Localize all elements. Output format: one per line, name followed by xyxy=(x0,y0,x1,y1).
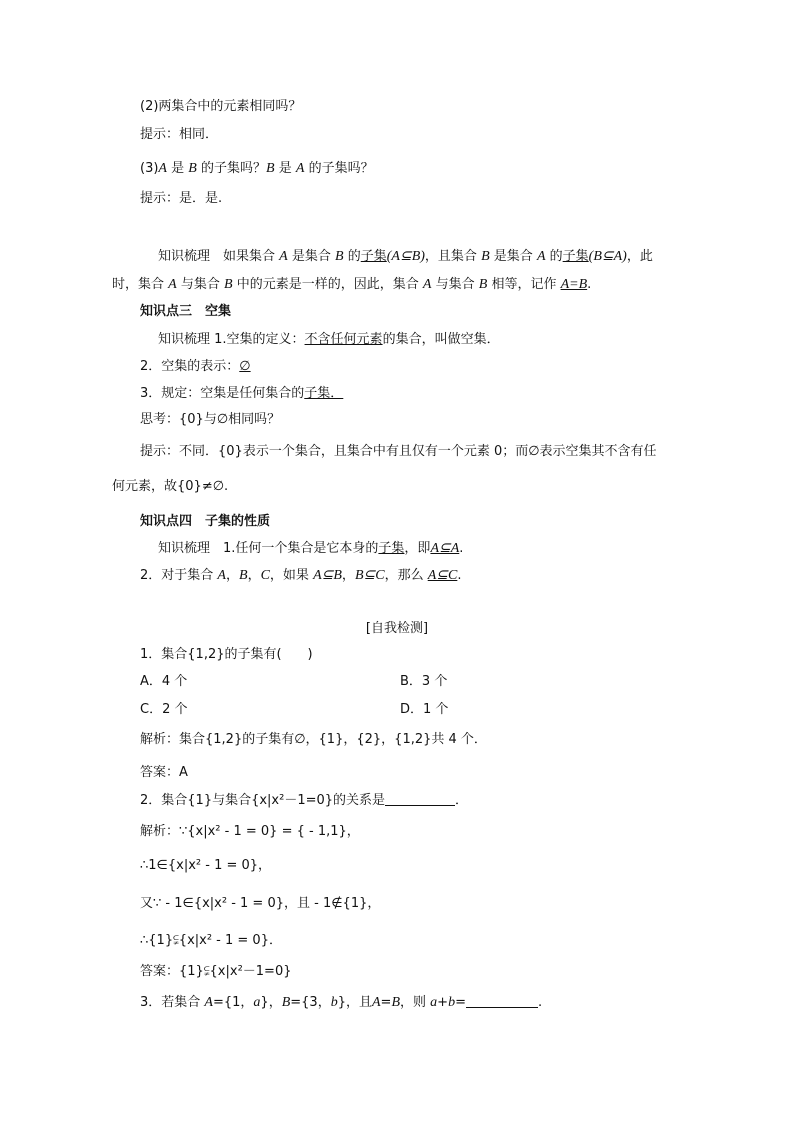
hint-yes: 提示：是．是. xyxy=(140,191,223,206)
equal-set-definition-line-2: 时，集合 A 与集合 B 中的元素是一样的，因此，集合 A 与集合 B 相等，记作 A=B. xyxy=(112,277,592,292)
think-question: 思考：{0}与∅相同吗？ xyxy=(140,412,281,427)
problem-2-step-4: ∴{1}⫋{x|x² - 1 = 0}． xyxy=(140,933,282,948)
subset-property-1: 知识梳理 1.任何一个集合是它本身的子集，即A⊆A. xyxy=(158,541,464,556)
problem-1-option-a: A．4 个 xyxy=(140,674,188,689)
empty-set-symbol: 2．空集的表示：∅ xyxy=(140,359,251,374)
problem-2-step-1: 解析：∵{x|x² - 1 = 0} = { - 1,1}， xyxy=(140,824,360,839)
question-3: (3)A 是 B 的子集吗？B 是 A 的子集吗？ xyxy=(140,161,374,176)
hint-different-line-1: 提示：不同．{0}表示一个集合，且集合中有且仅有一个元素 0；而∅表示空集其不含有任 xyxy=(140,444,657,459)
equal-set-definition-line-1: 知识梳理 如果集合 A 是集合 B 的子集(A⊆B)，且集合 B 是集合 A 的子集(B⊆A)，此 xyxy=(158,249,653,264)
hint-different-line-2: 何元素，故{0}≠∅. xyxy=(112,479,229,494)
empty-set-rule: 3．规定：空集是任何集合的子集． xyxy=(140,386,344,401)
subset-property-2: 2．对于集合 A，B，C，如果 A⊆B，B⊆C，那么 A⊆C. xyxy=(140,568,462,583)
answer-blank[interactable] xyxy=(385,791,455,806)
problem-2-answer: 答案：{1}⫋{x|x²－1=0} xyxy=(140,964,292,979)
section-title-empty-set: 知识点三 空集 xyxy=(140,304,232,319)
answer-blank[interactable] xyxy=(466,993,538,1008)
hint-same: 提示：相同． xyxy=(140,127,219,142)
section-title-subset-properties: 知识点四 子集的性质 xyxy=(140,514,271,529)
problem-1-option-c: C．2 个 xyxy=(140,702,188,717)
empty-set-definition: 知识梳理 1.空集的定义：不含任何元素的集合，叫做空集． xyxy=(158,332,500,347)
problem-3-stem: 3．若集合 A={1，a}，B={3，b}，且A=B，则 a+b= . xyxy=(140,995,543,1010)
problem-1-stem: 1．集合{1,2}的子集有( ) xyxy=(140,647,313,662)
question-2: (2)两集合中的元素相同吗？ xyxy=(140,99,302,114)
problem-1-option-b: B．3 个 xyxy=(400,674,448,689)
problem-1-analysis: 解析：集合{1,2}的子集有∅，{1}，{2}，{1,2}共 4 个． xyxy=(140,732,487,747)
problem-1-option-d: D．1 个 xyxy=(400,702,449,717)
problem-1-answer: 答案：A xyxy=(140,765,188,780)
self-test-heading: [自我检测] xyxy=(365,621,429,636)
problem-2-step-3: 又∵ - 1∈{x|x² - 1 = 0}，且 - 1∉{1}， xyxy=(140,896,381,911)
problem-2-step-2: ∴1∈{x|x² - 1 = 0}， xyxy=(140,858,272,873)
problem-2-stem: 2．集合{1}与集合{x|x²－1=0}的关系是 ． xyxy=(140,793,469,808)
